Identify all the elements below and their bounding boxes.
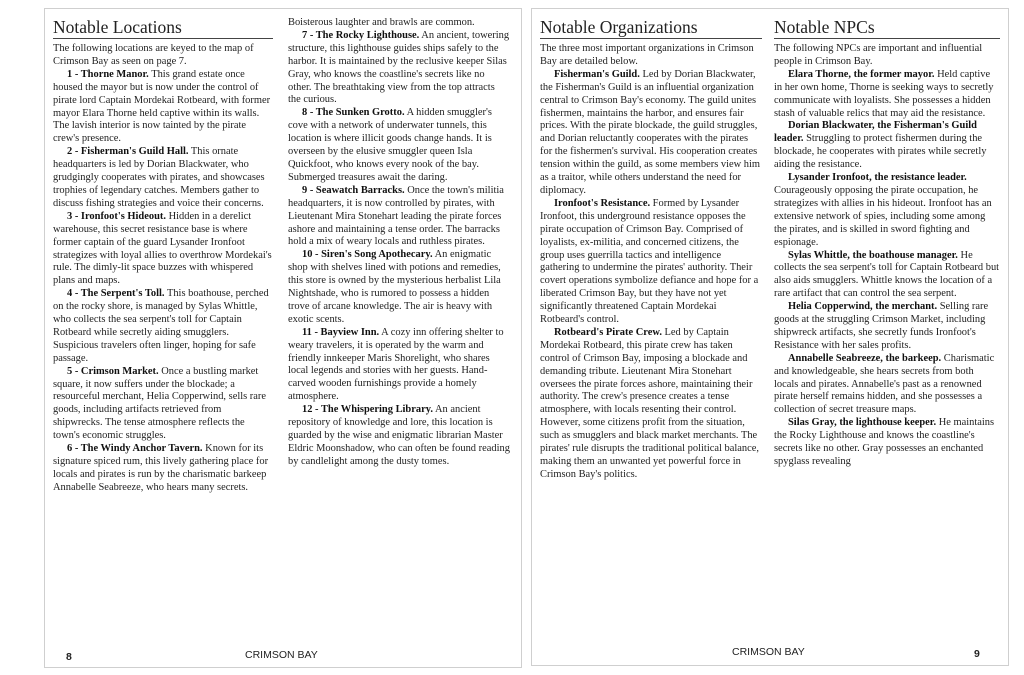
entry-title: 1 - Thorne Manor. xyxy=(67,68,149,80)
entry-text: A hidden smuggler's cove with a network of underwater tunnels, this location is where illicit goods change hands. It is overseen by the elusive smuggler queen Isla Quickfoot, who knows every nook of the bay. Submerged treasures await the daring. xyxy=(288,107,492,183)
entry-text: Once a bustling market square, it now suffers under the blockade; a resourceful merchant, Helia Copperwind, sells rare goods, including artifacts retrieved from shipwrecks. The tense atmosphere reflects the town's economic struggles. xyxy=(53,365,267,442)
location-entry xyxy=(53,69,273,146)
location-entry xyxy=(288,249,510,326)
entry-text: Courageously opposing the pirate occupation, he strategizes with allies in his hideout. Ironfoot has an extensive network of spies, including some among the pirates, and is skilled in sword fighting and espionage. xyxy=(774,184,992,248)
entry-text: Struggling to protect fishermen during the blockade, he cooperates with pirates while secretly aiding the resistance. xyxy=(774,133,987,171)
location-entry xyxy=(53,443,273,495)
notable-npcs-heading: Notable NPCs xyxy=(774,17,1000,39)
right-page xyxy=(531,8,1009,666)
notable-organizations-heading: Notable Organizations xyxy=(540,17,762,39)
npc-entry xyxy=(774,417,1000,469)
entry-title: Fisherman's Guild. xyxy=(554,68,640,80)
organizations-intro: The three most important organizations in Crimson Bay are detailed below. xyxy=(540,43,754,67)
organization-entry xyxy=(540,69,762,198)
entry-text: A cozy inn offering shelter to weary travelers, it is operated by the warm and friendly innkeeper Maris Shorelight, who shares local legends and stories with her guests. Hand-carved wooden furnishings provide a homely atmosphere. xyxy=(288,326,504,403)
entry-title: Elara Thorne, the former mayor. xyxy=(788,68,935,80)
npcs-column xyxy=(774,17,1000,469)
page-number: 8 xyxy=(66,651,72,663)
entry-title: 9 - Seawatch Barracks. xyxy=(302,184,405,196)
location-entry xyxy=(288,327,510,404)
entry-title: Annabelle Seabreeze, the barkeep. xyxy=(788,352,942,364)
continuation-text: Boisterous laughter and brawls are common. xyxy=(288,17,475,28)
notable-locations-heading: Notable Locations xyxy=(53,17,273,39)
location-entry xyxy=(53,366,273,443)
entry-text: Held captive in her own home, Thorne is seeking ways to secretly communicate with loyalists. She possesses a hidden stash of valuable relics that may aid the resistance. xyxy=(774,68,994,119)
npc-entry xyxy=(774,301,1000,353)
entry-title: 12 - The Whispering Library. xyxy=(302,404,433,416)
entry-text: He collects the sea serpent's toll for Captain Rotbeard but also aids smugglers. Whittle knows the location of a rare artifact that can control the sea serpent. xyxy=(774,249,1000,300)
entry-title: Silas Gray, the lighthouse keeper. xyxy=(788,417,937,429)
entry-text: Led by Captain Mordekai Rotbeard, this pirate crew has taken control of Crimson Bay, imposing a blockade and demanding tribute. Lieutenant Mira Stonehart oversees the pirate forces ashore, maintaining their authority. The crew's presence creates a tense atmosphere, with locals resenting their control. However, some citizens profit from the situation, such as smugglers and black market merchants. The pirates' rule disrupts the traditional political balance, making them an unwanted yet powerful force in Crimson Bay's politics. xyxy=(540,326,759,480)
entry-text: Charismatic and knowledgeable, she hears secrets from both locals and pirates. Annabelle's past as a renowned pirate herself remains hidden, and she possesses a collection of secret treasure maps. xyxy=(774,352,995,416)
entry-title: 6 - The Windy Anchor Tavern. xyxy=(67,443,203,455)
entry-title: 11 - Bayview Inn. xyxy=(302,326,380,338)
entry-title: 4 - The Serpent's Toll. xyxy=(67,288,165,300)
npc-entry xyxy=(774,69,1000,121)
location-entry xyxy=(288,185,510,250)
entry-text: An ancient, towering structure, this lighthouse guides ships safely to the harbor. It is maintained by the reclusive keeper Silas Gray, who knows the coastline's secrets like no other. The breathtaking view from the top attracts the curious. xyxy=(288,29,510,106)
entry-text: This boathouse, perched on the rocky shore, is managed by Sylas Whittle, who collects the sea serpent's toll for Captain Rotbeard while secretly aiding smugglers. Suspicious travelers often linger, hoping for safe passage. xyxy=(53,288,269,364)
npc-entry xyxy=(774,172,1000,249)
entry-title: 3 - Ironfoot's Hideout. xyxy=(67,210,166,222)
entry-title: Dorian Blackwater, the Fisherman's Guild leader. xyxy=(774,120,977,145)
entry-title: Lysander Ironfoot, the resistance leader. xyxy=(788,172,967,184)
location-entry xyxy=(288,30,510,107)
entry-title: 5 - Crimson Market. xyxy=(67,365,159,377)
page-number: 9 xyxy=(974,648,980,660)
entry-text: This grand estate once housed the mayor but is now under the control of pirate lord Captain Mordekai Rotbeard, with former mayor Elara Thorne held captive within its walls. The lavish interior is now tainted by the pirate crew's presence. xyxy=(53,68,271,145)
entry-title: Sylas Whittle, the boathouse manager. xyxy=(788,249,958,261)
npcs-intro: The following NPCs are important and influential people in Crimson Bay. xyxy=(774,43,983,67)
organization-entry xyxy=(540,198,762,327)
locations-intro: The following locations are keyed to the map of Crimson Bay as seen on page 7. xyxy=(53,43,254,67)
npc-entry xyxy=(774,250,1000,302)
organization-entry xyxy=(540,327,762,482)
running-footer-title: CRIMSON BAY xyxy=(732,646,805,658)
location-entry xyxy=(53,146,273,211)
entry-title: 2 - Fisherman's Guild Hall. xyxy=(67,146,189,158)
location-entry xyxy=(288,404,510,469)
entry-text: An enigmatic shop with shelves lined with potions and remedies, this store is owned by the mysterious herbalist Lila Nightshade, who is rumored to possess a hidden trove of arcane knowledge. The air is heavy with exotic scents. xyxy=(288,249,501,325)
npc-entry xyxy=(774,120,1000,172)
entry-title: 8 - The Sunken Grotto. xyxy=(302,107,405,119)
location-entry xyxy=(288,107,510,184)
locations-column xyxy=(53,17,273,495)
entry-text: Formed by Lysander Ironfoot, this underground resistance opposes the pirate occupation of Crimson Bay. Comprised of loyalists, ex-militia, and concerned citizens, the group uses guerrilla tactics and intelligence gathering to undermine the pirates' authority. Their covert operations symbolize defiance and hope for a liberated Crimson Bay, but they have not yet significantly threatened Captain Mordekai Rotbeard's control. xyxy=(540,197,759,326)
locations-column-continued xyxy=(288,17,510,469)
left-page xyxy=(44,8,522,668)
entry-text: Once the town's militia headquarters, it is now controlled by pirates, with Lieutenant Mira Stonehart leading the pirate forces ashore and maintaining a tense order. The barracks hold a mix of weary locals and ruthless pirates. xyxy=(288,184,504,248)
entry-title: Ironfoot's Resistance. xyxy=(554,197,651,209)
entry-title: Helia Copperwind, the merchant. xyxy=(788,301,938,313)
entry-text: He maintains the Rocky Lighthouse and knows the coastline's secrets like no other. Gray possesses an enchanted spyglass revealing xyxy=(774,417,995,467)
running-footer-title: CRIMSON BAY xyxy=(245,649,318,661)
entry-title: Rotbeard's Pirate Crew. xyxy=(554,326,662,338)
entry-text: Known for its signature spiced rum, this lively gathering place for locals and pirates is run by the charismatic barkeep Annabelle Seabreeze, who hears many secrets. xyxy=(53,443,269,493)
location-entry xyxy=(53,211,273,288)
entry-text: Hidden in a derelict warehouse, this secret resistance base is where former captain of the guard Lysander Ironfoot strategizes with loyal allies to overthrow Mordekai's rule. The dimly-lit space buzzes with whispered plans and maps. xyxy=(53,210,272,287)
npc-entry xyxy=(774,353,1000,418)
entry-text: This ornate headquarters is led by Dorian Blackwater, who grudgingly cooperates with pirates, and showcases trophies of legendary catches. Members gather to discuss fishing strategies and voice their concerns. xyxy=(53,146,265,209)
entry-title: 10 - Siren's Song Apothecary. xyxy=(302,249,433,261)
entry-title: 7 - The Rocky Lighthouse. xyxy=(302,29,420,41)
location-entry xyxy=(53,288,273,365)
organizations-column xyxy=(540,17,762,482)
entry-text: Selling rare goods at the struggling Crimson Market, including shipwreck artifacts, she secretly funds Ironfoot's Resistance with her sales profits. xyxy=(774,301,989,351)
entry-text: Led by Dorian Blackwater, the Fisherman's Guild is an influential organization central to Crimson Bay's economy. The guild unites fishermen, maintains the harbor, and ensures fair prices. With the pirate blockade, the guild struggles, and Dorian reluctantly cooperates with the pirates for the fishermen's survival. His cooperation creates tension within the guild, as some members view him as a traitor, while others understand the need for diplomacy. xyxy=(540,68,761,196)
entry-text: An ancient repository of knowledge and lore, this location is guarded by the wise and enigmatic librarian Master Eldric Moonshadow, who can often be found reading by candlelight among the dusty tomes. xyxy=(288,404,510,467)
